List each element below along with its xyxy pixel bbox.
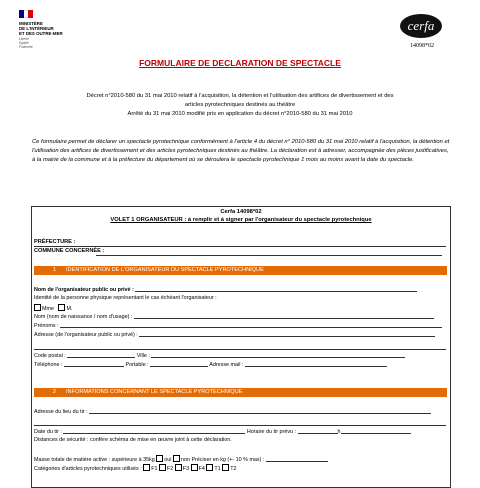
identite-label: Identité de la personne physique représentant le cas échéant l'organisateur :	[34, 295, 217, 301]
code-postal-label: Code postal :	[34, 353, 66, 359]
form-volet-label: VOLET 1 ORGANISATEUR : à remplir et à signer par l'organisateur du spectacle pyrotechnique	[110, 217, 372, 223]
french-flag-icon	[19, 10, 33, 18]
decree-line-1: Décret n°2010-580 du 31 mai 2010 relatif à l'acquisition, la détention et l'utilisation des artifices de divertissement et des	[86, 93, 394, 99]
adresse-tir-label: Adresse du lieu du tir :	[34, 409, 88, 415]
adresse-field[interactable]	[139, 331, 435, 337]
masse-label: Masse totale de matière active : supérieure à 35kg	[34, 457, 155, 463]
code-postal-field[interactable]	[67, 352, 135, 358]
section-2-number: 2	[52, 389, 56, 395]
hour-separator: h	[337, 429, 341, 435]
nom-field[interactable]	[134, 313, 434, 319]
telephone-label: Téléphone :	[34, 362, 63, 368]
date-tir-label: Date du tir :	[34, 429, 62, 435]
prefecture-label: PRÉFECTURE :	[34, 239, 76, 245]
commune-field[interactable]	[96, 255, 442, 256]
section-1-number: 1	[52, 267, 56, 273]
decree-text	[40, 92, 440, 119]
mail-field[interactable]	[245, 361, 387, 367]
horaire-minutes-field[interactable]	[341, 428, 411, 434]
nom-row	[34, 313, 434, 321]
cat-f4-checkbox[interactable]	[191, 464, 198, 471]
prefecture-field[interactable]	[34, 246, 446, 247]
portable-field[interactable]	[150, 361, 208, 367]
form-header	[32, 207, 450, 224]
preciser-label: Préciser en kg (+- 10 % max) :	[191, 457, 265, 463]
cerfa-number: 14098*02	[410, 43, 434, 49]
telephone-field[interactable]	[64, 361, 124, 367]
adresse-tir-field-line-2[interactable]	[34, 425, 446, 426]
section-1-header	[34, 266, 447, 275]
date-tir-field[interactable]	[63, 428, 245, 434]
adresse-row	[34, 331, 435, 339]
adresse-tir-row	[34, 408, 431, 416]
categories-row	[34, 464, 236, 473]
mme-label: Mme	[42, 306, 54, 312]
cat-t2-checkbox[interactable]	[222, 464, 229, 471]
contact-row	[34, 361, 387, 369]
portable-label: Portable :	[125, 362, 149, 368]
ministry-label: MINISTÈRE DE L'INTÉRIEUR ET DES OUTRE-MER	[19, 21, 63, 36]
section-2-title: INFORMATIONS CONCERNANT LE SPECTACLE PYROTECHNIQUE	[66, 389, 243, 395]
civility-row	[34, 304, 72, 313]
nom-label: Nom (nom de naissance / nom d'usage) :	[34, 314, 133, 320]
declaration-form	[31, 206, 451, 488]
adresse-label: Adresse (de l'organisateur public ou privé) :	[34, 332, 138, 338]
cerfa-logo: cerfa	[400, 14, 442, 38]
cat-t1-label: T1	[214, 466, 221, 472]
cat-t1-checkbox[interactable]	[206, 464, 213, 471]
decree-line-3: Arrêté du 31 mai 2010 modifié pris en application du décret n°2010-580 du 31 mai 2010	[127, 111, 353, 117]
org-name-field[interactable]	[135, 286, 417, 292]
distances-text: Distances de sécurité : confère schéma de mise en œuvre joint à cette déclaration.	[34, 437, 232, 443]
masse-non-label: non	[180, 457, 190, 463]
adresse-tir-field[interactable]	[89, 408, 431, 414]
page-title: FORMULAIRE DE DECLARATION DE SPECTACLE	[139, 58, 341, 68]
horaire-label: Horaire du tir prévu :	[246, 429, 297, 435]
cat-t2-label: T2	[230, 466, 237, 472]
masse-oui-checkbox[interactable]	[156, 455, 163, 462]
cat-f4-label: F4	[198, 466, 205, 472]
preciser-field[interactable]	[266, 456, 328, 462]
mme-checkbox[interactable]	[34, 304, 41, 311]
cat-f3-checkbox[interactable]	[175, 464, 182, 471]
section-1-title: IDENTIFICATION DE L'ORGANISATEUR DU SPECTACLE PYROTECHNIQUE	[66, 267, 264, 273]
cat-f1-label: F1	[151, 466, 158, 472]
prenoms-field[interactable]	[60, 322, 442, 328]
horaire-hours-field[interactable]	[298, 428, 338, 434]
categories-label: Catégories d'articles pyrotechniques utilisés :	[34, 466, 142, 472]
prenoms-row	[34, 322, 442, 330]
org-name-label: Nom de l'organisateur public ou privé :	[34, 287, 134, 293]
ville-field[interactable]	[151, 352, 405, 358]
form-cerfa-label: Cerfa 14098*02	[220, 209, 262, 215]
cat-f1-checkbox[interactable]	[143, 464, 150, 471]
m-checkbox[interactable]	[58, 304, 65, 311]
prenoms-label: Prénoms :	[34, 323, 59, 329]
commune-label: COMMUNE CONCERNÉE :	[34, 248, 105, 254]
city-row	[34, 352, 405, 360]
mail-label: Adresse mail :	[209, 362, 244, 368]
cat-f2-checkbox[interactable]	[159, 464, 166, 471]
org-name-row	[34, 286, 417, 294]
republic-motto: Liberté Égalité Fraternité	[19, 37, 33, 49]
cat-f2-label: F2	[167, 466, 174, 472]
cat-f3-label: F3	[182, 466, 190, 472]
intro-paragraph: Ce formulaire permet de déclarer un spectacle pyrotechnique conformément à l'article 4 du décret n° 2010-580 du 31 mai 2010 relatif à l'acquisition, la détention et l'utilisation des artifices de divertissement et des articles pyrotechniques destinés au théâtre. La déclaration est à adresser, accompagnée des pièces justificatives, à la mairie de la commune et à la préfecture du département où se déroulera le spectacle pyrotechnique 1 mois au moins avant la date du spectacle.	[32, 139, 450, 164]
masse-non-checkbox[interactable]	[173, 455, 180, 462]
ministry-header	[19, 10, 109, 49]
decree-line-2: articles pyrotechniques destinés au théâtre	[184, 102, 296, 108]
m-label: M.	[66, 306, 73, 312]
masse-oui-label: oui	[164, 457, 172, 463]
adresse-field-line-2[interactable]	[34, 349, 446, 350]
date-row	[34, 428, 411, 436]
masse-row	[34, 455, 328, 464]
ville-label: Ville :	[136, 353, 150, 359]
section-2-header	[34, 388, 447, 397]
